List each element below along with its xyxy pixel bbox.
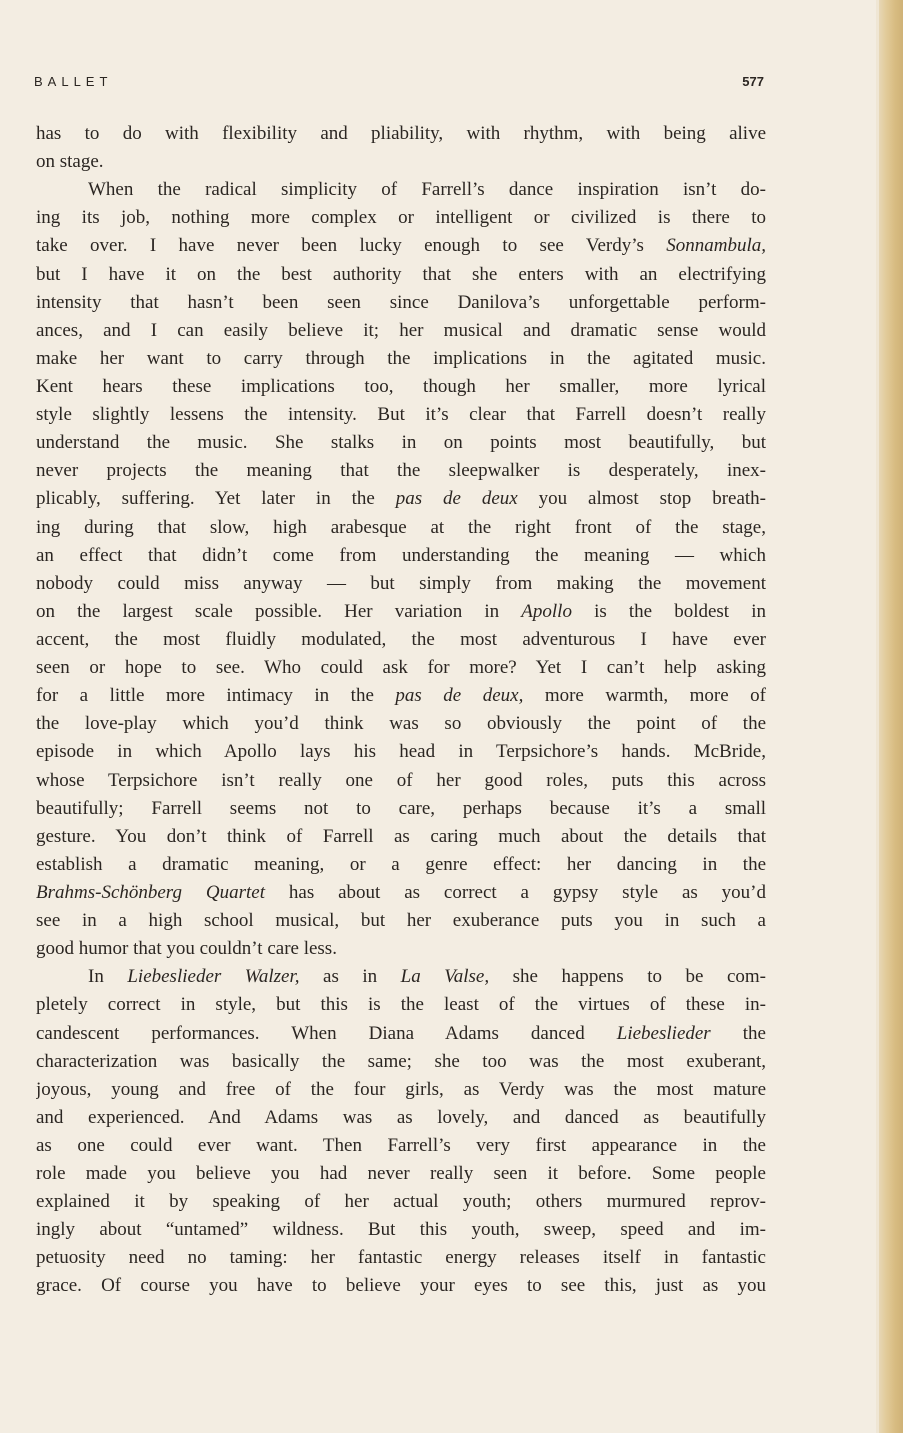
text-line: [36, 373, 766, 401]
text-segment: plicably, suffering. Yet later in the: [36, 488, 396, 510]
text-segment: Kent hears these implications too, though her smaller, more lyrical: [36, 375, 766, 397]
text-line: [36, 1104, 766, 1132]
text-line: [36, 176, 766, 204]
text-segment: seen or hope to see. Who could ask for more? Yet I can’t help asking: [36, 657, 766, 679]
text-segment: on the largest scale possible. Her variation in: [36, 600, 522, 622]
text-line: [36, 1132, 766, 1160]
text-segment: see in a high school musical, but her exuberance puts you in such a: [36, 910, 766, 932]
text-segment: ing its job, nothing more complex or intelligent or civilized is there to: [36, 207, 766, 229]
text-line: [36, 738, 766, 766]
text-line: [36, 570, 766, 598]
text-line: [36, 1048, 766, 1076]
text-segment: gesture. You don’t think of Farrell as caring much about the details that: [36, 825, 766, 847]
text-segment: whose Terpsichore isn’t really one of her good roles, puts this across: [36, 769, 766, 791]
text-line: [36, 1160, 766, 1188]
text-line: [36, 879, 766, 907]
italic-title: pas de deux,: [395, 685, 524, 707]
text-segment: intensity that hasn’t been seen since Danilova’s unforgettable perform-: [36, 291, 766, 313]
text-line: [36, 1076, 766, 1104]
text-segment: establish a dramatic meaning, or a genre effect: her dancing in the: [36, 853, 766, 875]
text-line: [36, 514, 766, 542]
text-segment: for a little more intimacy in the: [36, 685, 396, 707]
text-line: [36, 767, 766, 795]
text-segment: petuosity need no taming: her fantastic energy releases itself in fantastic: [36, 1247, 766, 1269]
text-line: [36, 1216, 766, 1244]
text-line: [36, 204, 766, 232]
text-line: [36, 148, 766, 176]
page-number: 577: [742, 74, 764, 89]
italic-title: Liebeslieder Walzer,: [127, 966, 300, 988]
italic-title: pas de deux: [395, 488, 518, 510]
text-segment: she happens to be com-: [489, 966, 766, 988]
text-segment: on stage.: [36, 151, 104, 173]
text-line: [36, 598, 766, 626]
text-segment: style slightly lessens the intensity. But it’s clear that Farrell doesn’t really: [36, 404, 766, 426]
text-line: [36, 429, 766, 457]
text-segment: ing during that slow, high arabesque at the right front of the stage,: [36, 516, 766, 538]
text-segment: an effect that didn’t come from understanding the meaning — which: [36, 544, 766, 566]
text-segment: and experienced. And Adams was as lovely, and danced as beautifully: [36, 1106, 766, 1128]
text-line: [36, 682, 766, 710]
text-segment: understand the music. She stalks in on points most beautifully, but: [36, 432, 766, 454]
text-segment: explained it by speaking of her actual youth; others murmured reprov-: [36, 1191, 766, 1213]
text-segment: In: [88, 966, 128, 988]
italic-title: Liebeslieder: [616, 1022, 711, 1044]
text-segment: the love-play which you’d think was so obviously the point of the: [36, 713, 766, 735]
text-segment: ances, and I can easily believe it; her musical and dramatic sense would: [36, 319, 766, 341]
text-line: [36, 1188, 766, 1216]
page-edge: [876, 0, 903, 1433]
text-line: [36, 120, 766, 148]
italic-title: Sonnambula,: [666, 235, 766, 257]
text-line: [36, 1020, 766, 1048]
text-segment: episode in which Apollo lays his head in Terpsichore’s hands. McBride,: [36, 741, 766, 763]
text-segment: beautifully; Farrell seems not to care, perhaps because it’s a small: [36, 797, 766, 819]
text-segment: as one could ever want. Then Farrell’s very first appearance in the: [36, 1134, 766, 1156]
text-line: [36, 345, 766, 373]
text-line: [36, 710, 766, 738]
text-segment: grace. Of course you have to believe your eyes to see this, just as you: [36, 1275, 766, 1297]
text-line: [36, 823, 766, 851]
text-segment: nobody could miss anyway — but simply from making the movement: [36, 572, 766, 594]
text-line: [36, 991, 766, 1019]
text-line: [36, 626, 766, 654]
text-line: [36, 654, 766, 682]
text-segment: role made you believe you had never really seen it before. Some people: [36, 1163, 766, 1185]
text-segment: has about as correct a gypsy style as you’d: [265, 881, 766, 903]
text-segment: joyous, young and free of the four girls, as Verdy was the most mature: [36, 1078, 766, 1100]
italic-title: Brahms-Schönberg Quartet: [36, 881, 265, 903]
text-line: [36, 1272, 766, 1300]
text-segment: pletely correct in style, but this is the least of the virtues of these in-: [36, 994, 766, 1016]
text-segment: take over. I have never been lucky enough to see Verdy’s: [36, 235, 667, 257]
text-line: [36, 542, 766, 570]
text-segment: is the boldest in: [571, 600, 766, 622]
section-title: BALLET: [34, 74, 113, 89]
text-segment: good humor that you couldn’t care less.: [36, 938, 337, 960]
text-line: [36, 1244, 766, 1272]
text-segment: candescent performances. When Diana Adams danced: [36, 1022, 617, 1044]
italic-title: Apollo: [521, 600, 572, 622]
italic-title: La Valse,: [400, 966, 490, 988]
text-line: [36, 401, 766, 429]
text-segment: accent, the most fluidly modulated, the most adventurous I have ever: [36, 628, 766, 650]
body-text: [36, 120, 766, 1301]
text-segment: the: [710, 1022, 766, 1044]
text-segment: When the radical simplicity of Farrell’s dance inspiration isn’t do-: [88, 179, 766, 201]
text-line: [36, 289, 766, 317]
text-line: [36, 907, 766, 935]
text-segment: ingly about “untamed” wildness. But this youth, sweep, speed and im-: [36, 1219, 766, 1241]
text-line: [36, 261, 766, 289]
text-line: [36, 317, 766, 345]
text-line: [36, 232, 766, 260]
text-segment: as in: [299, 966, 401, 988]
text-segment: you almost stop breath-: [517, 488, 766, 510]
text-line: [36, 457, 766, 485]
text-segment: but I have it on the best authority that she enters with an electrifying: [36, 263, 766, 285]
text-line: [36, 851, 766, 879]
running-head: [34, 74, 764, 94]
text-line: [36, 485, 766, 513]
text-line: [36, 935, 766, 963]
text-line: [36, 963, 766, 991]
text-line: [36, 795, 766, 823]
text-segment: make her want to carry through the implications in the agitated music.: [36, 347, 766, 369]
text-segment: characterization was basically the same; she too was the most exuberant,: [36, 1050, 766, 1072]
text-segment: never projects the meaning that the sleepwalker is desperately, inex-: [36, 460, 766, 482]
text-segment: more warmth, more of: [523, 685, 766, 707]
text-segment: has to do with flexibility and pliability, with rhythm, with being alive: [36, 123, 766, 144]
